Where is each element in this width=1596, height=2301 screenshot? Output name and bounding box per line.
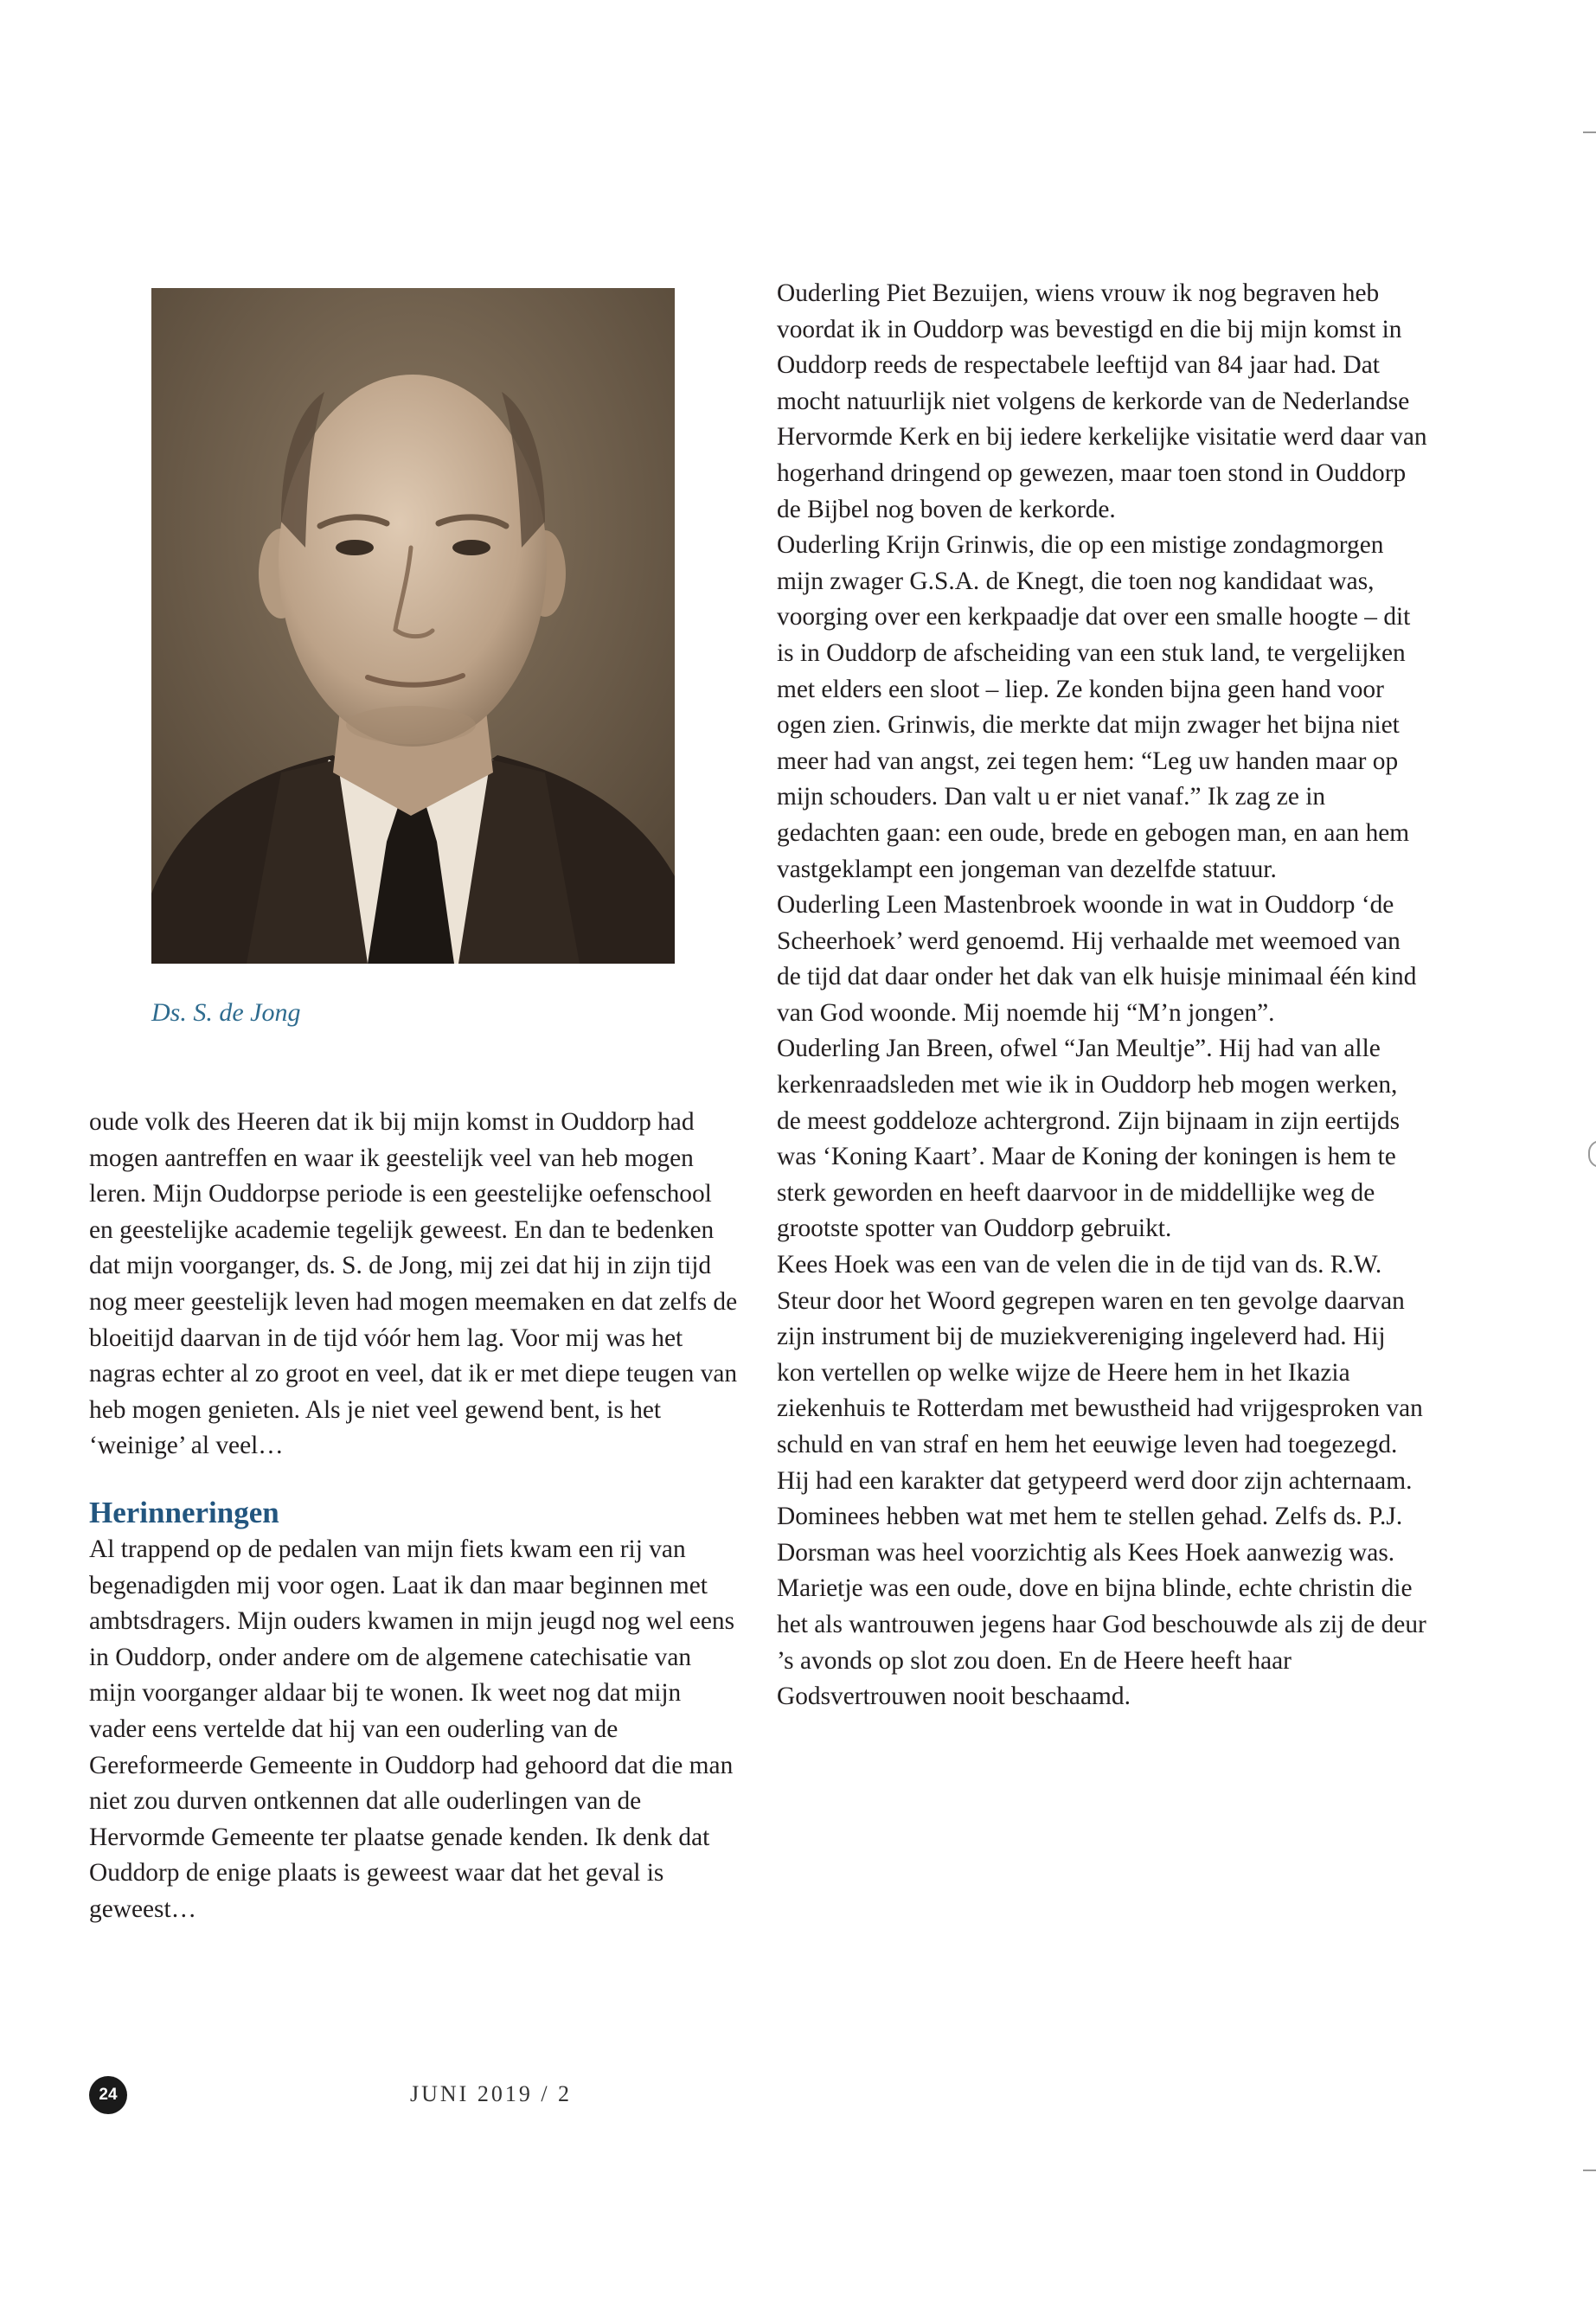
crop-mark-top-right (1583, 131, 1596, 133)
eye-left (336, 540, 374, 555)
body-paragraph: Ouderling Piet Bezuijen, wiens vrouw ik nog begraven heb voordat ik in Ouddorp was bevestigd en die bij mijn komst in Ouddorp reeds de respectabele leeftijd van 84 jaar had. Dat mocht natuurlijk niet volgens de kerkorde van de Nederlandse Hervormde Kerk en bij iedere kerkelijke visitatie werd daar van hogerhand dringend op gewezen, maar toen stond in Ouddorp de Bijbel nog boven de kerkorde. (777, 279, 1427, 523)
right-text-column (777, 276, 1427, 1715)
body-paragraph: Ouderling Leen Mastenbroek woonde in wat in Ouddorp ‘de Scheerhoek’ werd genoemd. Hij verhaalde met weemoed van de tijd dat daar onder het dak van elk huisje minimaal één kind van God woonde. Mij noemde hij “M’n jongen”. (777, 891, 1417, 1027)
crop-mark-bottom-right (1583, 2170, 1596, 2171)
registration-mark-right (1588, 1140, 1596, 1168)
body-paragraph: Kees Hoek was een van de velen die in de tijd van ds. R.W. Steur door het Woord gegrepen waren en ten gevolge daarvan zijn instrument bij de muziekvereniging ingeleverd had. Hij kon vertellen op welke wijze de Heere hem in het Ikazia ziekenhuis te Rotterdam met bewustheid had vrijgesproken van schuld en van straf en hem het eeuwige leven had toegezegd. Hij had een karakter dat getypeerd werd door zijn achternaam. Dominees hebben wat met hem te stellen gehad. Zelfs ds. P.J. Dorsman was heel voorzichtig als Kees Hoek aanwezig was. (777, 1251, 1423, 1567)
left-text-column (89, 1105, 740, 1927)
body-paragraph: oude volk des Heeren dat ik bij mijn komst in Ouddorp had mogen aantreffen en waar ik geestelijk veel van heb mogen leren. Mijn Ouddorpse periode is een geestelijke oefenschool en geestelijke academie tegelijk geweest. En dan te bedenken dat mijn voorganger, ds. S. de Jong, mij zei dat hij in zijn tijd nog meer geestelijk leven had mogen meemaken en dat zelfs de bloeitijd daarvan in de tijd vóór hem lag. Voor mij was het nagras echter al zo groot en veel, dat ik er met diepe teugen van heb mogen genieten. Als je niet veel gewend bent, is het ‘weinige’ al veel… (89, 1108, 738, 1460)
page-number-badge: 24 (89, 2076, 127, 2114)
body-paragraph: Al trappend op de pedalen van mijn fiets kwam een rij van begenadigden mij voor ogen. Laat ik dan maar beginnen met ambtsdragers. Mijn ouders kwamen in mijn jeugd nog wel eens in Ouddorp, onder andere om de algemene catechisatie van mijn voorganger aldaar bij te wonen. Ik weet nog dat mijn vader eens vertelde dat hij van een ouderling van de Gereformeerde Gemeente in Ouddorp had gehoord dat die man niet zou durven ontkennen dat alle ouderlingen van de Hervormde Gemeente ter plaatse genade kenden. Ik denk dat Ouddorp de enige plaats is geweest waar dat het geval is geweest… (89, 1535, 735, 1923)
eye-right (452, 540, 490, 555)
section-heading: Herinneringen (89, 1495, 279, 1529)
chin-shade (346, 706, 476, 744)
face-shape (279, 375, 547, 747)
paragraph-gap (89, 1465, 740, 1494)
body-paragraph: Ouderling Jan Breen, ofwel “Jan Meultje”. Hij had van alle kerkenraadsleden met wie ik in Ouddorp heb mogen werken, de meest goddeloze achtergrond. Zijn bijnaam in zijn eertijds was ‘Koning Kaart’. Maar de Koning der koningen is hem te sterk geworden en heeft daarvoor in de middellijke weg de grootste spotter van Ouddorp gebruikt. (777, 1035, 1401, 1243)
body-paragraph: Ouderling Krijn Grinwis, die op een mistige zondagmorgen mijn zwager G.S.A. de Knegt, die toen nog kandidaat was, voorging over een kerkpaadje dat over een smalle hoogte – dit is in Ouddorp de afscheiding van een stuk land, te vergelijken met elders een sloot – liep. Ze konden bijna geen hand voor ogen zien. Grinwis, die merkte dat mijn zwager het bijna niet meer had van angst, zei tegen hem: “Leg uw handen maar op mijn schouders. Dan valt u er niet vanaf.” Ik zag ze in gedachten gaan: een oude, brede en gebogen man, en aan hem vastgeklampt een jongeman van dezelfde statuur. (777, 531, 1411, 883)
body-paragraph: Marietje was een oude, dove en bijna blinde, echte christin die het als wantrouwen jegens haar God beschouwde als zij de deur ’s avonds op slot zou doen. En de Heere heeft haar Godsvertrouwen nooit beschaamd. (777, 1574, 1426, 1711)
issue-label: JUNI 2019 / 2 (410, 2081, 573, 2106)
portrait-photo (151, 288, 675, 964)
photo-caption: Ds. S. de Jong (151, 998, 301, 1027)
